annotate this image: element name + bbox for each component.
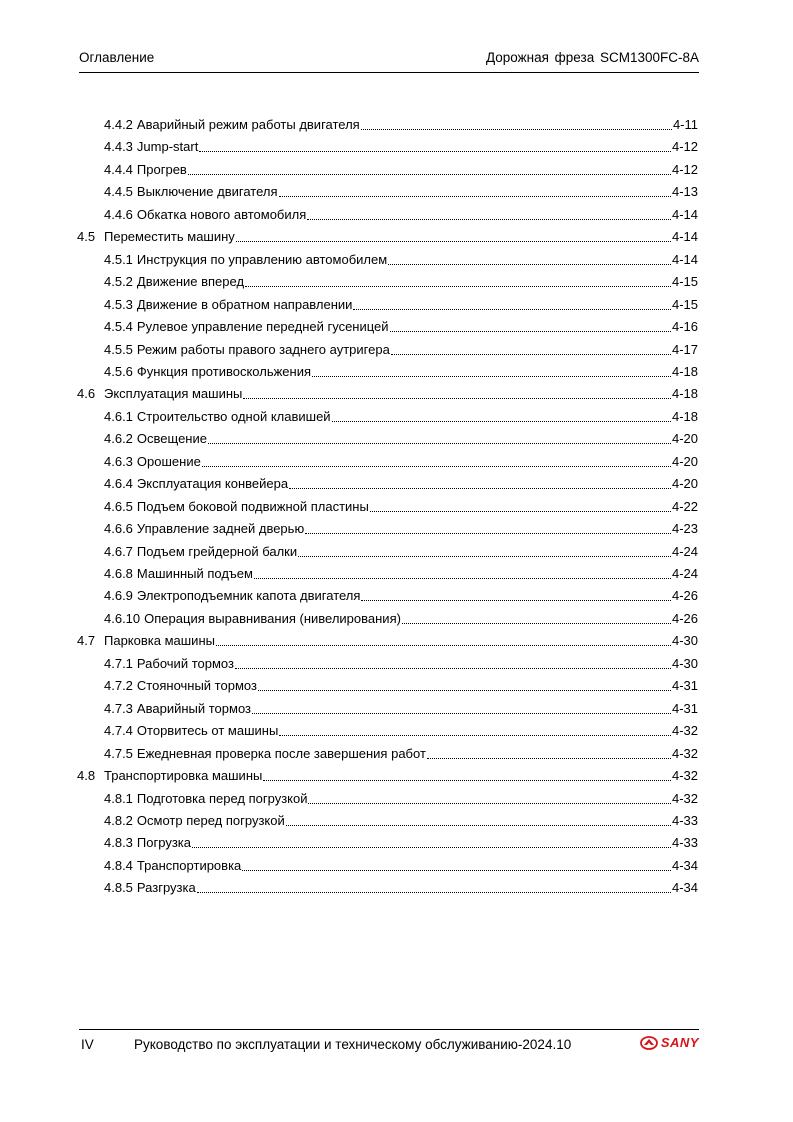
toc-entry-title: Функция противоскольжения bbox=[136, 363, 311, 379]
toc-entry[interactable] bbox=[104, 744, 698, 764]
toc-dot-leader bbox=[235, 657, 671, 669]
toc-entry-number: 4.4.6 bbox=[104, 206, 133, 222]
toc-entry-number: 4.7.4 bbox=[104, 723, 133, 739]
toc-entry-page: 4-11 bbox=[672, 117, 698, 132]
toc-entry-number: 4.6.2 bbox=[104, 431, 133, 447]
toc-dot-leader bbox=[242, 859, 671, 871]
toc-entry-page: 4-18 bbox=[671, 363, 698, 379]
toc-dot-leader bbox=[402, 612, 671, 624]
toc-dot-leader bbox=[370, 500, 671, 512]
toc-entry-number: 4.7.1 bbox=[104, 655, 133, 671]
toc-entry-page: 4-32 bbox=[671, 745, 698, 761]
toc-entry-page: 4-24 bbox=[671, 543, 698, 559]
toc-entry[interactable] bbox=[104, 654, 698, 674]
toc-entry[interactable] bbox=[104, 407, 698, 427]
toc-entry-title: Эксплуатация конвейера bbox=[136, 476, 289, 492]
toc-entry-number: 4.8.2 bbox=[104, 812, 133, 828]
toc-entry-page: 4-33 bbox=[671, 812, 698, 828]
toc-entry-page: 4-12 bbox=[671, 139, 698, 155]
toc-dot-leader bbox=[298, 545, 671, 557]
toc-entry-page: 4-32 bbox=[671, 790, 698, 806]
toc-entry-number: 4.8.4 bbox=[104, 857, 133, 873]
toc-entry-number: 4.6.5 bbox=[104, 498, 133, 514]
toc-dot-leader bbox=[258, 679, 671, 691]
toc-entry-number: 4.6.3 bbox=[104, 453, 133, 469]
toc-entry-page: 4-26 bbox=[671, 610, 698, 626]
toc-dot-leader bbox=[199, 140, 671, 152]
toc-entry-number: 4.6.8 bbox=[104, 566, 133, 581]
toc-entry-title: Движение в обратном направлении bbox=[136, 296, 353, 312]
toc-entry-page: 4-23 bbox=[671, 521, 698, 537]
toc-entry-number: 4.5.6 bbox=[104, 363, 133, 379]
toc-entry-title: Строительство одной клавишей bbox=[136, 408, 331, 424]
toc-entry-number: 4.7.3 bbox=[104, 700, 133, 716]
toc-entry[interactable] bbox=[104, 452, 698, 472]
toc-entry[interactable] bbox=[104, 115, 698, 135]
toc-dot-leader bbox=[192, 836, 671, 848]
toc-entry-number: 4.6.9 bbox=[104, 588, 133, 604]
toc-entry-title: Машинный подъем bbox=[136, 566, 253, 581]
toc-entry-title: Стояночный тормоз bbox=[136, 678, 257, 694]
toc-dot-leader bbox=[216, 634, 671, 646]
toc-entry-title: Эксплуатация машины bbox=[104, 386, 243, 402]
toc-dot-leader bbox=[332, 410, 671, 422]
toc-entry-page: 4-12 bbox=[671, 161, 698, 177]
toc-dot-leader bbox=[427, 747, 671, 759]
toc-entry-number: 4.6 bbox=[77, 386, 96, 402]
toc-entry-number: 4.7 bbox=[77, 633, 96, 649]
toc-entry-page: 4-16 bbox=[671, 319, 698, 335]
toc-entry-page: 4-13 bbox=[671, 184, 698, 200]
toc-entry[interactable] bbox=[104, 429, 698, 449]
toc-entry[interactable] bbox=[104, 699, 698, 719]
toc-entry[interactable] bbox=[77, 227, 698, 247]
toc-entry-page: 4-22 bbox=[671, 498, 698, 514]
toc-entry-title: Освещение bbox=[136, 431, 207, 447]
toc-entry-number: 4.6.4 bbox=[104, 476, 133, 492]
toc-entry-number: 4.7.2 bbox=[104, 678, 133, 694]
toc-entry-title: Подготовка перед погрузкой bbox=[136, 790, 308, 806]
toc-entry-title: Ежедневная проверка после завершения работ bbox=[136, 745, 426, 761]
toc-entry-page: 4-34 bbox=[671, 857, 698, 873]
footer-rule bbox=[79, 1029, 699, 1030]
toc-entry[interactable] bbox=[104, 856, 698, 876]
toc-entry-title: Выключение двигателя bbox=[136, 184, 278, 200]
toc-dot-leader bbox=[236, 230, 671, 242]
toc-entry-page: 4-32 bbox=[671, 723, 698, 739]
toc-dot-leader bbox=[361, 589, 671, 601]
toc-entry[interactable] bbox=[104, 295, 698, 315]
toc-entry[interactable] bbox=[104, 362, 698, 382]
toc-entry-number: 4.5.2 bbox=[104, 274, 133, 290]
toc-entry-page: 4-30 bbox=[671, 655, 698, 671]
toc-entry-title: Jump-start bbox=[136, 139, 199, 155]
toc-entry-number: 4.6.7 bbox=[104, 543, 133, 559]
toc-entry[interactable] bbox=[104, 272, 698, 292]
toc-entry-page: 4-15 bbox=[671, 274, 698, 290]
toc-entry-title: Рулевое управление передней гусеницей bbox=[136, 319, 389, 335]
toc-entry-title: Разгрузка bbox=[136, 880, 196, 896]
toc-entry-page: 4-31 bbox=[671, 700, 698, 716]
toc-entry-number: 4.8.1 bbox=[104, 790, 133, 806]
toc-entry-title: Парковка машины bbox=[104, 633, 215, 649]
toc-entry-number: 4.8.3 bbox=[104, 835, 133, 851]
toc-entry-page: 4-32 bbox=[671, 768, 698, 784]
toc-entry-page: 4-31 bbox=[671, 678, 698, 694]
toc-dot-leader bbox=[208, 432, 671, 444]
toc-entry-number: 4.5.4 bbox=[104, 319, 133, 335]
footer-page-number: IV bbox=[81, 1037, 94, 1052]
toc-entry-page: 4-18 bbox=[671, 386, 698, 402]
toc-entry-number: 4.5.3 bbox=[104, 296, 133, 312]
toc-dot-leader bbox=[202, 455, 671, 467]
toc-entry[interactable] bbox=[104, 811, 698, 831]
toc-entry-title: Орошение bbox=[136, 453, 201, 469]
toc-entry[interactable] bbox=[104, 721, 698, 741]
toc-dot-leader bbox=[390, 320, 671, 332]
toc-dot-leader bbox=[252, 702, 671, 714]
toc-entry-number: 4.5.5 bbox=[104, 341, 133, 357]
toc-entry-title: Операция выравнивания (нивелирования) bbox=[144, 610, 401, 626]
toc-dot-leader bbox=[279, 724, 671, 736]
header-document-title: Дорожная фреза SCM1300FC-8A bbox=[485, 50, 699, 65]
toc-entry[interactable] bbox=[104, 878, 698, 898]
toc-entry-title: Погрузка bbox=[136, 835, 191, 851]
toc-entry-title: Подъем грейдерной балки bbox=[136, 543, 298, 559]
toc-entry-page: 4-15 bbox=[671, 296, 698, 312]
toc-entry-number: 4.6.10 bbox=[104, 610, 141, 626]
toc-entry[interactable] bbox=[104, 586, 698, 606]
toc-entry-number: 4.5 bbox=[77, 229, 96, 245]
toc-entry-title: Режим работы правого заднего аутригера bbox=[136, 341, 390, 357]
toc-entry[interactable] bbox=[104, 789, 698, 809]
toc-entry[interactable] bbox=[104, 160, 698, 180]
toc-entry-title: Транспортировка bbox=[136, 857, 242, 873]
toc-dot-leader bbox=[308, 792, 670, 804]
toc-entry-number: 4.7.5 bbox=[104, 745, 133, 761]
toc-entry[interactable] bbox=[77, 631, 698, 651]
toc-entry[interactable] bbox=[104, 497, 698, 517]
toc-entry-page: 4-20 bbox=[671, 431, 698, 447]
toc-entry-number: 4.4.4 bbox=[104, 161, 133, 177]
toc-dot-leader bbox=[188, 163, 671, 175]
toc-entry-page: 4-14 bbox=[671, 229, 698, 245]
toc-entry[interactable] bbox=[77, 384, 698, 404]
toc-entry-page: 4-30 bbox=[671, 633, 698, 649]
toc-entry-number: 4.4.2 bbox=[104, 117, 133, 132]
toc-entry[interactable] bbox=[104, 542, 698, 562]
page-header bbox=[79, 50, 699, 70]
toc-entry[interactable] bbox=[104, 340, 698, 360]
toc-entry-title: Оторвитесь от машины bbox=[136, 723, 279, 739]
toc-dot-leader bbox=[391, 343, 671, 355]
sany-logo-icon bbox=[640, 1036, 658, 1050]
toc-dot-leader bbox=[245, 275, 671, 287]
toc-entry[interactable] bbox=[104, 676, 698, 696]
toc-entry[interactable] bbox=[104, 182, 698, 202]
header-section-title: Оглавление bbox=[79, 50, 155, 65]
toc-entry-title: Рабочий тормоз bbox=[136, 655, 234, 671]
toc-dot-leader bbox=[263, 769, 671, 781]
toc-entry-title: Аварийный тормоз bbox=[136, 700, 251, 716]
toc-entry-page: 4-34 bbox=[671, 880, 698, 896]
toc-entry[interactable] bbox=[104, 317, 698, 337]
toc-dot-leader bbox=[307, 208, 671, 220]
toc-entry-title: Переместить машину bbox=[104, 229, 235, 245]
toc-entry[interactable] bbox=[104, 609, 698, 629]
toc-dot-leader bbox=[305, 522, 671, 534]
toc-entry-title: Прогрев bbox=[136, 161, 187, 177]
toc-dot-leader bbox=[353, 298, 671, 310]
toc-entry[interactable] bbox=[104, 474, 698, 494]
toc-entry[interactable] bbox=[104, 564, 698, 584]
toc-entry-number: 4.4.3 bbox=[104, 139, 133, 155]
toc-dot-leader bbox=[197, 881, 671, 893]
toc-entry-page: 4-14 bbox=[671, 251, 698, 267]
toc-entry-page: 4-24 bbox=[671, 566, 698, 581]
toc-entry[interactable] bbox=[104, 833, 698, 853]
toc-entry-title: Движение вперед bbox=[136, 274, 245, 290]
toc-entry-page: 4-17 bbox=[671, 341, 698, 357]
toc-dot-leader bbox=[388, 253, 671, 265]
toc-dot-leader bbox=[254, 567, 671, 579]
toc-entry-title: Электроподъемник капота двигателя bbox=[136, 588, 361, 604]
page-footer bbox=[79, 1037, 699, 1061]
toc-entry[interactable] bbox=[104, 205, 698, 225]
toc-entry-title: Осмотр перед погрузкой bbox=[136, 812, 285, 828]
toc-entry-number: 4.6.1 bbox=[104, 408, 133, 424]
toc-entry-title: Инструкция по управлению автомобилем bbox=[136, 251, 388, 267]
toc-entry[interactable] bbox=[104, 250, 698, 270]
toc-entry-number: 4.8 bbox=[77, 768, 96, 784]
toc-dot-leader bbox=[312, 365, 671, 377]
toc-entry-page: 4-33 bbox=[671, 835, 698, 851]
toc-entry-title: Подъем боковой подвижной пластины bbox=[136, 498, 369, 514]
sany-logo bbox=[640, 1035, 699, 1050]
toc-entry[interactable] bbox=[104, 519, 698, 539]
toc-entry-number: 4.8.5 bbox=[104, 880, 133, 896]
toc-entry[interactable] bbox=[77, 766, 698, 786]
toc-entry-number: 4.4.5 bbox=[104, 184, 133, 200]
toc-entry-page: 4-20 bbox=[671, 453, 698, 469]
header-rule bbox=[79, 72, 699, 73]
sany-logo-text: SANY bbox=[660, 1035, 699, 1050]
toc-entry[interactable] bbox=[104, 137, 698, 157]
toc-entry-title: Аварийный режим работы двигателя bbox=[136, 117, 360, 132]
toc-entry-page: 4-26 bbox=[671, 588, 698, 604]
toc-entry-title: Управление задней дверью bbox=[136, 521, 305, 537]
toc-dot-leader bbox=[289, 477, 671, 489]
toc-dot-leader bbox=[279, 185, 671, 197]
toc-entry-number: 4.6.6 bbox=[104, 521, 133, 537]
toc-dot-leader bbox=[361, 118, 672, 130]
footer-manual-title: Руководство по эксплуатации и техническому обслуживанию-2024.10 bbox=[134, 1037, 572, 1052]
toc-entry-page: 4-14 bbox=[671, 206, 698, 222]
toc-dot-leader bbox=[243, 387, 671, 399]
toc-entry-title: Обкатка нового автомобиля bbox=[136, 206, 307, 222]
toc-entry-number: 4.5.1 bbox=[104, 251, 133, 267]
toc-entry-page: 4-20 bbox=[671, 476, 698, 492]
toc-entry-page: 4-18 bbox=[671, 408, 698, 424]
toc-entry-title: Транспортировка машины bbox=[104, 768, 263, 784]
toc-dot-leader bbox=[286, 814, 671, 826]
